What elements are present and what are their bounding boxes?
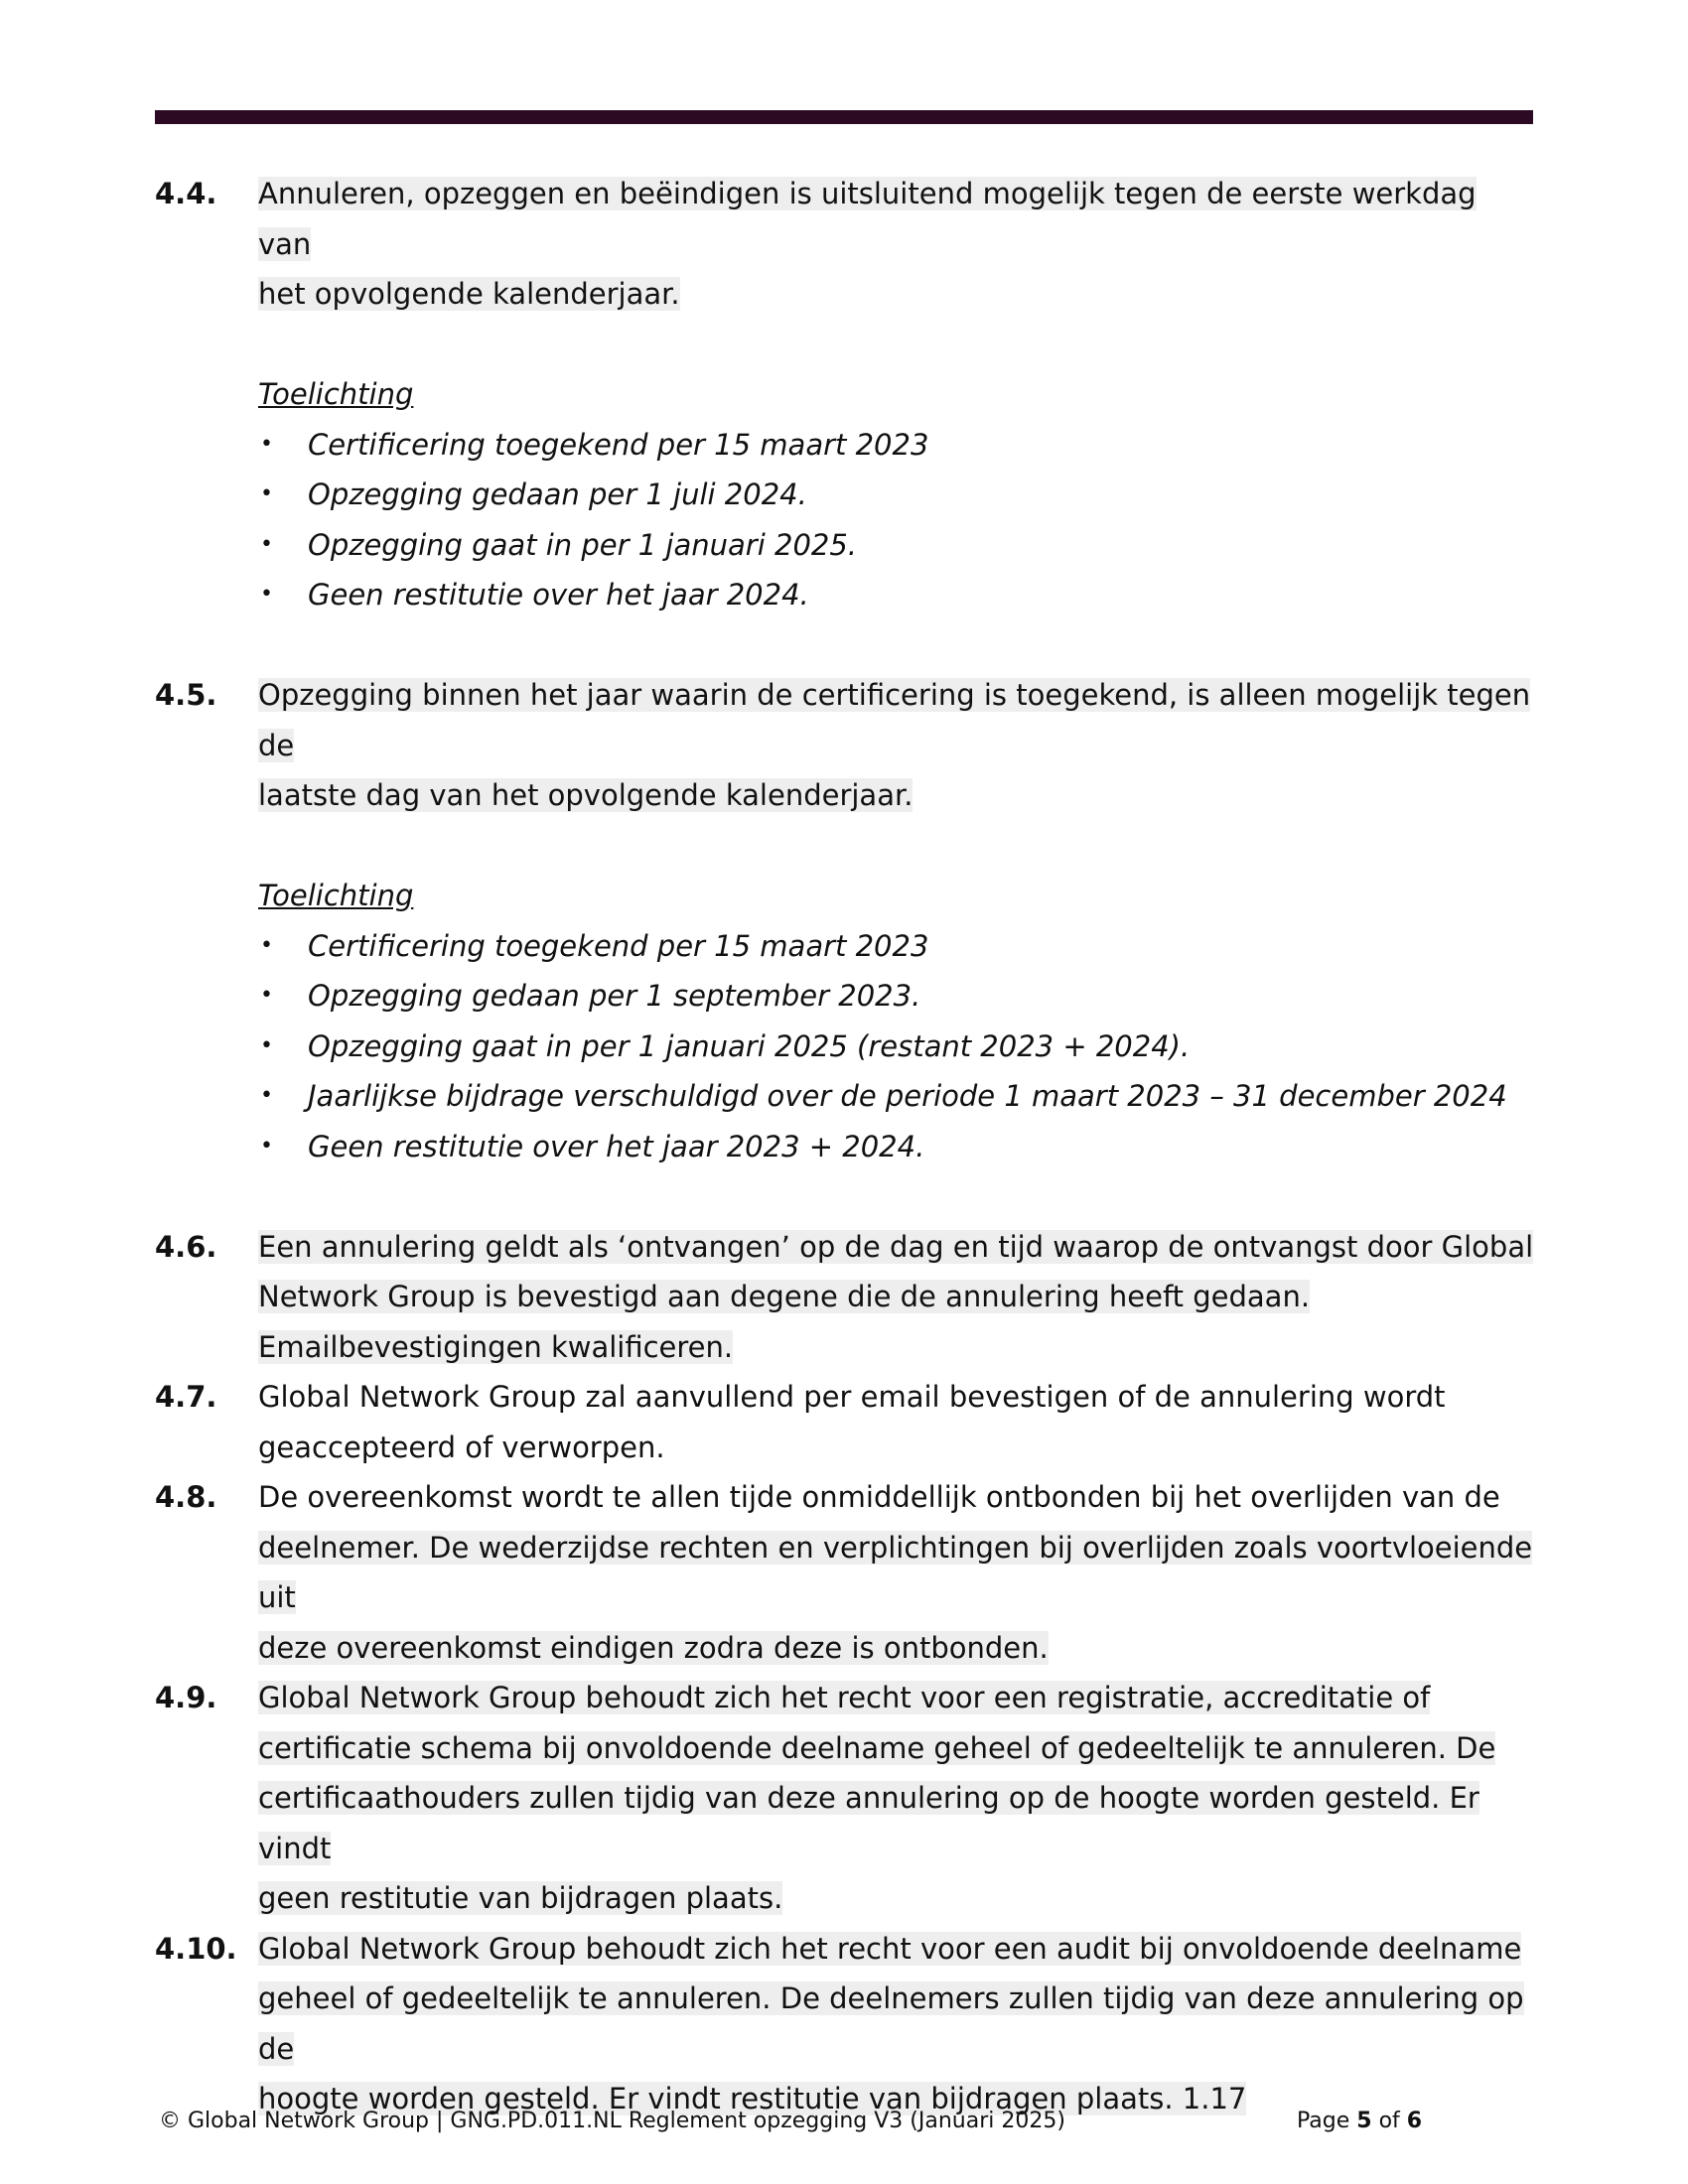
note-bullet-list xyxy=(258,420,1535,620)
clause-line: certificatie schema bij onvoldoende deelname geheel of gedeeltelijk te annuleren. De xyxy=(258,1730,1496,1765)
clause-line: het opvolgende kalenderjaar. xyxy=(258,277,680,311)
clause-line: Global Network Group behoudt zich het recht voor een registratie, accreditatie of xyxy=(258,1681,1431,1714)
clause-line: geen restitutie van bijdragen plaats. xyxy=(258,1881,783,1915)
clause-line: Global Network Group behoudt zich het recht voor een audit bij onvoldoende deelname xyxy=(258,1931,1522,1966)
clause-line: certificaathouders zullen tijdig van deze annulering op de hoogte worden gesteld. Er vindt xyxy=(258,1781,1479,1865)
clause-text xyxy=(258,1673,1535,1924)
header-rule xyxy=(155,110,1533,124)
toelichting-block-2 xyxy=(258,871,1535,1171)
clause-line: geaccepteerd of verworpen. xyxy=(258,1430,665,1464)
clause-4-8 xyxy=(155,1472,1535,1673)
clause-number: 4.4. xyxy=(155,177,217,210)
current-page: 5 xyxy=(1356,2109,1372,2133)
clause-line: deelnemer. De wederzijdse rechten en verplichtingen bij overlijden zoals voortvloeiende uit xyxy=(258,1530,1533,1614)
clause-4-4 xyxy=(155,169,1535,320)
bullet-icon: • xyxy=(260,1083,273,1108)
list-item: • Geen restitutie over het jaar 2023 + 2024. xyxy=(258,1122,1535,1172)
clause-text xyxy=(258,670,1535,821)
clause-text xyxy=(258,169,1535,320)
clause-number: 4.10. xyxy=(155,1931,237,1966)
note-title: Toelichting xyxy=(258,879,414,912)
list-item: • Opzegging gedaan per 1 juli 2024. xyxy=(258,470,1535,520)
clause-text xyxy=(258,1924,1535,2124)
clause-4-9 xyxy=(155,1673,1535,1924)
bullet-icon: • xyxy=(260,582,273,607)
clause-line: hoogte worden gesteld. Er vindt restitutie van bijdragen plaats. 1.17 xyxy=(258,2082,1247,2116)
clause-text xyxy=(258,1222,1535,1373)
note-bullet-list xyxy=(258,921,1535,1172)
clause-line: Network Group is bevestigd aan degene die de annulering heeft gedaan. xyxy=(258,1280,1311,1313)
list-item: • Opzegging gaat in per 1 januari 2025. xyxy=(258,520,1535,571)
page-number: Page 5 of 6 xyxy=(1297,2109,1423,2133)
clause-line: Global Network Group zal aanvullend per email bevestigen of de annulering wordt xyxy=(258,1380,1446,1414)
clause-line: De overeenkomst wordt te allen tijde onmiddellijk ontbonden bij het overlijden van de xyxy=(258,1480,1500,1514)
list-item: • Jaarlijkse bijdrage verschuldigd over de periode 1 maart 2023 – 31 december 2024 xyxy=(258,1071,1535,1122)
bullet-icon: • xyxy=(260,531,273,557)
clause-line: geheel of gedeeltelijk te annuleren. De deelnemers zullen tijdig van deze annulering op de xyxy=(258,1981,1524,2066)
list-item: • Opzegging gaat in per 1 januari 2025 (restant 2023 + 2024). xyxy=(258,1022,1535,1072)
list-item: • Certificering toegekend per 15 maart 2023 xyxy=(258,921,1535,972)
clause-text xyxy=(258,1472,1535,1673)
bullet-icon: • xyxy=(260,481,273,506)
clause-number: 4.6. xyxy=(155,1229,217,1264)
note-title: Toelichting xyxy=(258,377,414,411)
clause-text xyxy=(258,1372,1535,1472)
total-pages: 6 xyxy=(1406,2109,1423,2133)
clause-number: 4.5. xyxy=(155,678,217,712)
footer-copyright: © Global Network Group | GNG.PD.011.NL Reglement opzegging V3 (Januari 2025) xyxy=(159,2109,1065,2133)
clause-line: deze overeenkomst eindigen zodra deze is ontbonden. xyxy=(258,1630,1049,1665)
list-item: • Opzegging gedaan per 1 september 2023. xyxy=(258,971,1535,1022)
list-item: • Geen restitutie over het jaar 2024. xyxy=(258,570,1535,620)
clause-line: Emailbevestigingen kwalificeren. xyxy=(258,1329,734,1364)
clause-number: 4.7. xyxy=(155,1380,217,1414)
bullet-icon: • xyxy=(260,1133,273,1159)
list-item: • Certificering toegekend per 15 maart 2023 xyxy=(258,420,1535,471)
bullet-icon: • xyxy=(260,431,273,457)
clause-4-5 xyxy=(155,670,1535,821)
clause-line: Een annulering geldt als ‘ontvangen’ op de dag en tijd waarop de ontvangst door Global xyxy=(258,1229,1534,1264)
document-body xyxy=(155,169,1535,2124)
clause-4-7 xyxy=(155,1372,1535,1472)
bullet-icon: • xyxy=(260,1032,273,1058)
clause-number: 4.9. xyxy=(155,1681,217,1714)
clause-4-6 xyxy=(155,1222,1535,1373)
clause-line: Annuleren, opzeggen en beëindigen is uitsluitend mogelijk tegen de eerste werkdag van xyxy=(258,177,1477,261)
clause-line: laatste dag van het opvolgende kalenderjaar. xyxy=(258,778,914,812)
clause-4-10 xyxy=(155,1924,1535,2124)
clause-number: 4.8. xyxy=(155,1480,217,1514)
bullet-icon: • xyxy=(260,932,273,958)
toelichting-block-1 xyxy=(258,369,1535,620)
bullet-icon: • xyxy=(260,983,273,1008)
clause-line: Opzegging binnen het jaar waarin de certificering is toegekend, is alleen mogelijk tegen de xyxy=(258,678,1531,762)
